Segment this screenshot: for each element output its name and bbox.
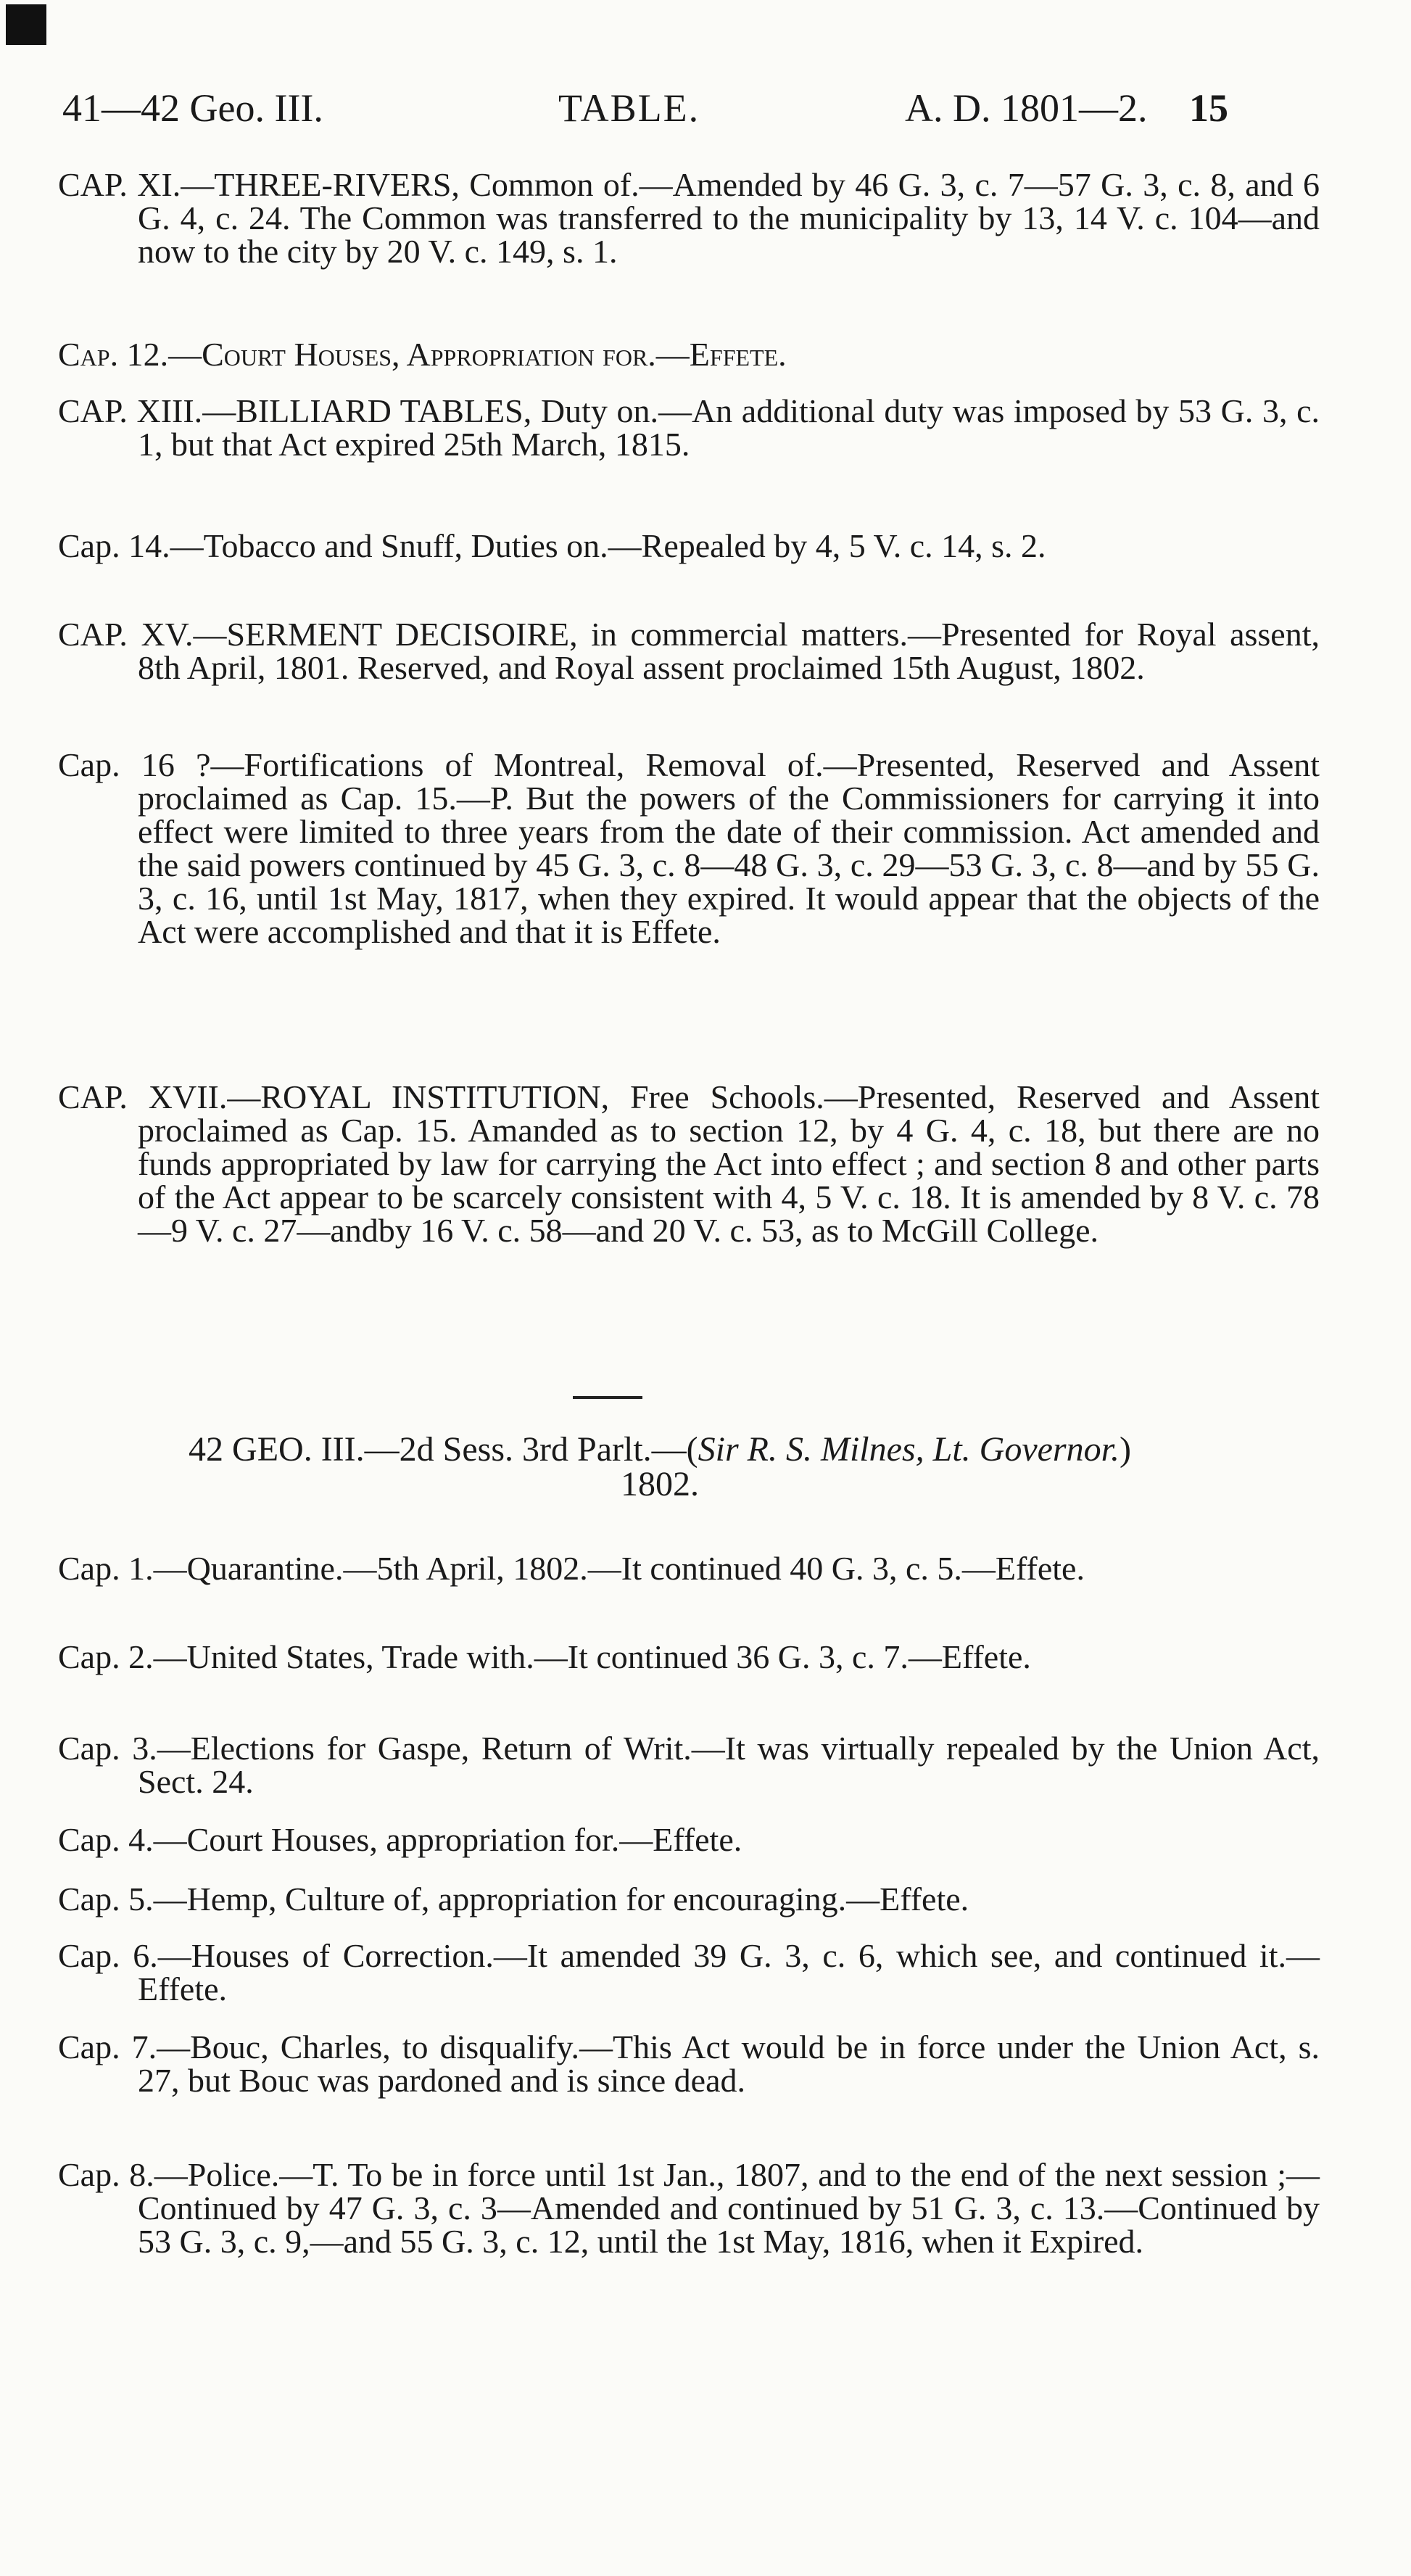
header-title: TABLE. (558, 86, 700, 130)
entry-text: —Court Houses, Appropriation for.—Effete. (168, 336, 787, 373)
entry-1802-cap-4 (58, 1823, 1320, 1857)
entry-1802-cap-1 (58, 1552, 1320, 1585)
entry-text: —BILLIARD TABLES, Duty on.—An additional duty was imposed by 53 G. 3, c. 1, but that Act expired 25th March, 1815. (138, 392, 1320, 463)
entry-cap-label: Cap. 14. (58, 527, 170, 564)
header-regnal-years: 41—42 Geo. III. (62, 86, 323, 130)
entry-text: —Bouc, Charles, to disqualify.—This Act would be in force under the Union Act, s. 27, but Bouc was pardoned and is since dead. (138, 2028, 1320, 2099)
entry-1802-cap-8 (58, 2158, 1320, 2258)
entry-1802-cap-5 (58, 1883, 1320, 1916)
entry-text: —Quarantine.—5th April, 1802.—It continued 40 G. 3, c. 5.—Effete. (153, 1550, 1085, 1587)
entry-cap-label: Cap. 6. (58, 1937, 158, 1974)
entry-cap-11 (58, 168, 1320, 268)
session-heading (44, 1432, 1276, 1502)
entry-1802-cap-3 (58, 1732, 1320, 1799)
entry-cap-label: Cap. 16 ? (58, 746, 211, 783)
entry-text: —SERMENT DECISOIRE, in commercial matters.—Presented for Royal assent, 8th April, 1801. Reserved, and Royal assent proclaimed 15th August, 1802. (138, 616, 1320, 686)
entry-1802-cap-6 (58, 1939, 1320, 2006)
page-number: 15 (1189, 86, 1228, 130)
entry-text: —Elections for Gaspe, Return of Writ.—It was virtually repealed by the Union Act, Sect. 24. (138, 1730, 1320, 1800)
corner-registration-mark (6, 4, 46, 45)
entry-cap-label: CAP. XVII. (58, 1078, 228, 1115)
entry-text: —ROYAL INSTITUTION, Free Schools.—Presented, Reserved and Assent proclaimed as Cap. 15. Amanded as to section 12, by 4 G. 4, c. 18, but there are no funds appropriated by law for carrying the Act into effect ; and section 8 and other parts of the Act appear to be scarcely consistent with 4, 5 V. c. 18. It is amended by 8 V. c. 78—9 V. c. 27—andby 16 V. c. 58—and 20 V. c. 53, as to McGill College. (138, 1078, 1320, 1249)
entry-cap-label: Cap. 4. (58, 1821, 154, 1858)
entry-cap-15 (58, 618, 1320, 685)
entry-cap-label: Cap. 7. (58, 2028, 157, 2065)
entry-cap-label: Cap. 8. (58, 2156, 154, 2193)
entry-text: —Court Houses, appropriation for.—Effete. (153, 1821, 742, 1858)
entry-text: —Tobacco and Snuff, Duties on.—Repealed by 4, 5 V. c. 14, s. 2. (170, 527, 1046, 564)
running-header (0, 86, 1411, 144)
entry-cap-17 (58, 1078, 1320, 1249)
entry-text: —Hemp, Culture of, appropriation for encouraging.—Effete. (153, 1881, 969, 1917)
section-divider (573, 1396, 642, 1399)
entry-cap-12 (58, 338, 1320, 371)
entry-cap-label: CAP. XI. (58, 166, 181, 203)
entry-text: —Fortifications of Montreal, Removal of.—Presented, Reserved and Assent proclaimed as Cap. 15.—P. But the powers of the Commissioners for carrying it into effect were limited to three years from the date of their commission. Act amended and the said powers continued by 45 G. 3, c. 8—48 G. 3, c. 29—53 G. 3, c. 8—and by 55 G. 3, c. 16, until 1st May, 1817, when they expired. It would appear that the objects of the Act were accomplished and that it is Effete. (138, 746, 1320, 950)
entry-text: —Houses of Correction.—It amended 39 G. 3, c. 6, which see, and continued it.—Effete. (138, 1937, 1320, 2007)
session-title: 42 GEO. III.—2d Sess. 3rd Parlt.—( (189, 1430, 698, 1469)
entry-cap-label: Cap. 1. (58, 1550, 154, 1587)
entry-1802-cap-7 (58, 2028, 1320, 2099)
session-year: 1802. (621, 1465, 699, 1503)
entry-cap-label: Cap. 12. (58, 336, 169, 373)
entry-cap-label: CAP. XV. (58, 616, 194, 653)
entry-cap-label: Cap. 5. (58, 1881, 154, 1917)
entry-text: —THREE-RIVERS, Common of.—Amended by 46 G. 3, c. 7—57 G. 3, c. 8, and 6 G. 4, c. 24. The Common was transferred to the municipality by 13, 14 V. c. 104—and now to the city by 20 V. c. 149, s. 1. (138, 166, 1320, 270)
entry-cap-14 (58, 529, 1320, 563)
header-dates: A. D. 1801—2. (905, 86, 1148, 130)
entry-cap-label: Cap. 2. (58, 1638, 154, 1675)
entry-cap-label: CAP. XIII. (58, 392, 203, 429)
entry-cap-13 (58, 392, 1320, 463)
entry-cap-16 (58, 748, 1320, 949)
entry-text: —United States, Trade with.—It continued 36 G. 3, c. 7.—Effete. (153, 1638, 1031, 1675)
entry-cap-label: Cap. 3. (58, 1730, 157, 1767)
session-governor: Sir R. S. Milnes, Lt. Governor. (698, 1430, 1120, 1469)
entry-text: —Police.—T. To be in force until 1st Jan., 1807, and to the end of the next session ;—Continued by 47 G. 3, c. 3—Amended and continued by 51 G. 3, c. 13.—Continued by 53 G. 3, c. 9,—and 55 G. 3, c. 12, until the 1st May, 1816, when it Expired. (138, 2156, 1320, 2260)
session-close: ) (1119, 1430, 1131, 1469)
entry-1802-cap-2 (58, 1640, 1320, 1674)
